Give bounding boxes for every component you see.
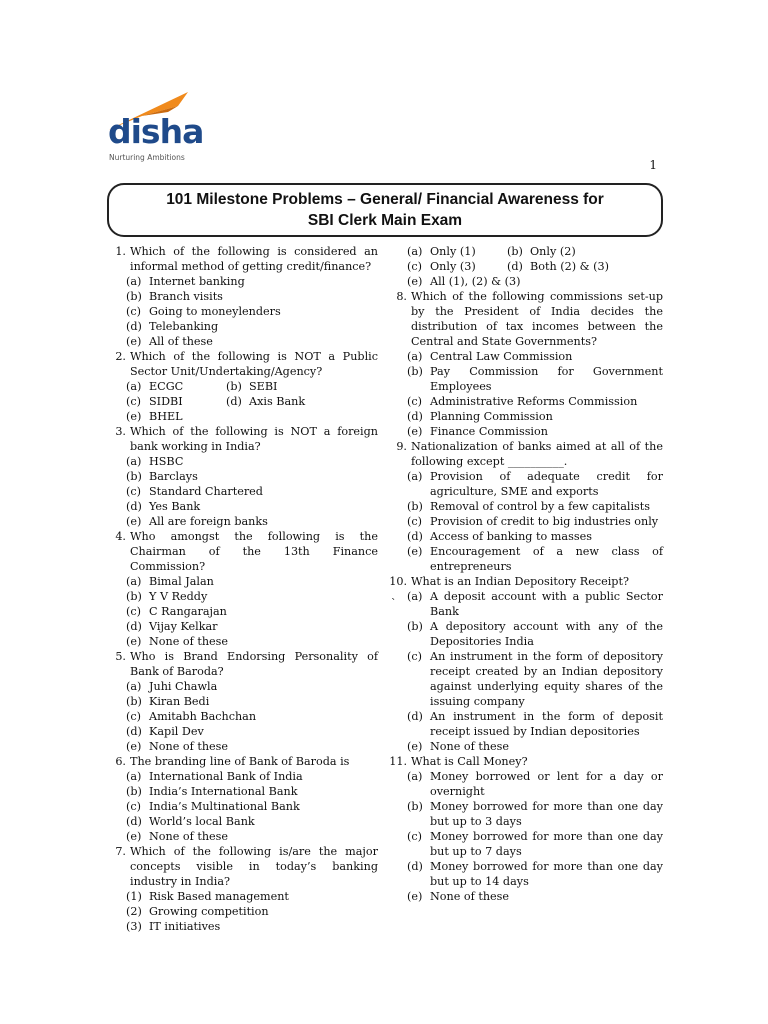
option-text: Pay Commission for Government Employees (430, 365, 663, 393)
question-number: 6. (115, 755, 126, 768)
option-text: Money borrowed for more than one day but up to 14 days (430, 860, 663, 888)
disha-logo (108, 92, 228, 172)
question-stem (389, 439, 663, 469)
option (389, 499, 663, 514)
option (389, 274, 663, 289)
option-label: (d) (126, 320, 142, 333)
option (389, 394, 663, 409)
option (108, 709, 378, 724)
option-label: (e) (126, 515, 142, 528)
option (407, 244, 507, 259)
option-label: (a) (126, 770, 142, 783)
question-number: 10. (389, 575, 407, 588)
option-label: (d) (126, 620, 142, 633)
option-text: None of these (149, 830, 229, 843)
option-text: Administrative Reforms Commission (430, 395, 638, 408)
option-label: (b) (126, 590, 142, 603)
option-label: (e) (126, 635, 142, 648)
option (108, 514, 378, 529)
option-label: (b) (407, 800, 423, 813)
question-block (389, 244, 663, 289)
option-label: (a) (126, 575, 142, 588)
option-label: (b) (126, 695, 142, 708)
option-label: (d) (226, 395, 242, 408)
question-stem (389, 574, 663, 589)
option-text: Planning Commission (430, 410, 553, 423)
question-number: 1. (115, 245, 126, 258)
question-stem (108, 349, 378, 379)
option-label: (c) (126, 605, 141, 618)
option (108, 574, 378, 589)
option-text: Barclays (149, 470, 198, 483)
option (108, 589, 378, 604)
option-text: World’s local Bank (149, 815, 255, 828)
title-box (107, 183, 663, 237)
option-text: A deposit account with a public Sector Bank (430, 590, 663, 618)
option-text: India’s International Bank (149, 785, 298, 798)
option-text: None of these (149, 635, 229, 648)
question-number: 8. (396, 290, 407, 303)
question-block (108, 349, 378, 424)
option (108, 499, 378, 514)
option-text: Yes Bank (149, 500, 201, 513)
option-text: Axis Bank (249, 395, 306, 408)
option-text: BHEL (149, 410, 183, 423)
option-text: Provision of credit to big industries only (430, 515, 659, 528)
option (108, 469, 378, 484)
option (108, 274, 378, 289)
option-text: An instrument in the form of deposit receipt issued by Indian depositories (430, 710, 663, 738)
option-text: India’s Multinational Bank (149, 800, 300, 813)
option-label: (b) (407, 365, 423, 378)
option-label: (2) (126, 905, 142, 918)
option (108, 604, 378, 619)
question-text: What is an Indian Depository Receipt? (411, 575, 629, 588)
option-pair-row (389, 244, 663, 259)
option-label: (b) (226, 380, 242, 393)
option-label: (b) (407, 620, 423, 633)
option-label: (c) (407, 650, 422, 663)
option (389, 409, 663, 424)
question-stem (108, 844, 378, 889)
option-label: (e) (126, 740, 142, 753)
question-text: What is Call Money? (411, 755, 528, 768)
logo-brand: disha (108, 112, 204, 151)
option-label: (c) (126, 395, 141, 408)
option-text: All (1), (2) & (3) (430, 275, 521, 288)
logo-tagline: Nurturing Ambitions (109, 153, 185, 162)
option (108, 739, 378, 754)
option (389, 649, 663, 709)
option-label: (c) (126, 485, 141, 498)
option (108, 679, 378, 694)
option-text: Money borrowed for more than one day but up to 3 days (430, 800, 663, 828)
question-number: 7. (115, 845, 126, 858)
option-text: Encouragement of a new class of entrepreneurs (430, 545, 663, 573)
option-text: Only (1) (430, 245, 476, 258)
option-text: Only (2) (530, 245, 576, 258)
question-block (389, 439, 663, 574)
option (507, 259, 627, 274)
option-text: Internet banking (149, 275, 245, 288)
option (108, 319, 378, 334)
option-label: (1) (126, 890, 142, 903)
option (108, 814, 378, 829)
option-text: Provision of adequate credit for agriculture, SME and exports (430, 470, 663, 498)
option (389, 619, 663, 649)
option (389, 589, 663, 619)
option-label: (a) (126, 680, 142, 693)
title-line-2: SBI Clerk Main Exam (307, 212, 463, 229)
option-label: (b) (126, 785, 142, 798)
option-label: (c) (407, 830, 422, 843)
question-block (108, 529, 378, 649)
option (389, 544, 663, 574)
option (389, 514, 663, 529)
option (126, 379, 226, 394)
option (226, 379, 346, 394)
option (108, 409, 378, 424)
question-stem (108, 649, 378, 679)
option-text: Bimal Jalan (149, 575, 214, 588)
question-block (108, 844, 378, 934)
option-pair-row (389, 259, 663, 274)
option-text: Risk Based management (149, 890, 289, 903)
option-text: Going to moneylenders (149, 305, 281, 318)
option-label: (d) (507, 260, 523, 273)
question-number: 2. (115, 350, 126, 363)
option (108, 829, 378, 844)
question-block (389, 289, 663, 439)
option (389, 739, 663, 754)
option-label: (a) (407, 770, 423, 783)
option (108, 484, 378, 499)
question-text: Which of the following is NOT a foreign bank working in India? (130, 425, 378, 453)
option-text: ECGC (149, 380, 184, 393)
question-number: 5. (115, 650, 126, 663)
option-label: (e) (126, 335, 142, 348)
option-text: Telebanking (149, 320, 219, 333)
option (389, 859, 663, 889)
option-text: Growing competition (149, 905, 269, 918)
option-text: International Bank of India (149, 770, 303, 783)
option-label: (e) (407, 545, 423, 558)
option-label: (e) (126, 830, 142, 843)
option-label: (e) (407, 740, 423, 753)
option-label: (a) (407, 245, 423, 258)
option-pair-row (108, 379, 378, 394)
option-label: (a) (126, 455, 142, 468)
option-text: Both (2) & (3) (530, 260, 609, 273)
option (108, 454, 378, 469)
option (108, 724, 378, 739)
option-label: (d) (407, 710, 423, 723)
option (389, 364, 663, 394)
option-text: Finance Commission (430, 425, 548, 438)
option-text: A depository account with any of the Depositories India (430, 620, 663, 648)
option (389, 769, 663, 799)
option-text: Access of banking to masses (430, 530, 592, 543)
option-text: SIDBI (149, 395, 183, 408)
option-label: (e) (407, 275, 423, 288)
question-number: 9. (396, 440, 407, 453)
option-text: Kiran Bedi (149, 695, 210, 708)
option-label: (c) (126, 710, 141, 723)
option-label: (d) (126, 725, 142, 738)
option-pair-row (108, 394, 378, 409)
option-text: SEBI (249, 380, 278, 393)
question-block (389, 574, 663, 754)
option (389, 424, 663, 439)
option-text: All are foreign banks (149, 515, 268, 528)
question-block (108, 244, 378, 349)
option-text: C Rangarajan (149, 605, 227, 618)
option-label: (c) (407, 395, 422, 408)
option-text: Only (3) (430, 260, 476, 273)
option (108, 619, 378, 634)
option-text: Branch visits (149, 290, 223, 303)
option-label: (a) (126, 380, 142, 393)
option-label: (b) (126, 470, 142, 483)
option (389, 349, 663, 364)
question-number: 11. (389, 755, 407, 768)
option-text: Vijay Kelkar (149, 620, 218, 633)
option-label: (d) (407, 410, 423, 423)
option (108, 289, 378, 304)
option-label: (3) (126, 920, 142, 933)
question-stem (389, 754, 663, 769)
question-stem (108, 754, 378, 769)
question-stem (108, 529, 378, 574)
option (389, 709, 663, 739)
option-label: (a) (126, 275, 142, 288)
option (389, 889, 663, 904)
question-stem (108, 244, 378, 274)
option-label: (e) (407, 425, 423, 438)
question-text: Which of the following commissions set-up by the President of India decides the distribution of tax incomes between the Central and State Governments? (411, 290, 663, 348)
question-text: Who amongst the following is the Chairman of the 13th Finance Commission? (130, 530, 378, 573)
option-label: (d) (126, 500, 142, 513)
option-label: (c) (126, 305, 141, 318)
question-stem (108, 424, 378, 454)
option-label: (d) (126, 815, 142, 828)
option (108, 769, 378, 784)
option (389, 469, 663, 499)
option-text: Amitabh Bachchan (149, 710, 257, 723)
option (407, 259, 507, 274)
option (108, 889, 378, 904)
option-text: Kapil Dev (149, 725, 204, 738)
question-block (108, 649, 378, 754)
option-text: An instrument in the form of depository receipt created by an Indian depository against underlying equity shares of the issuing company (430, 650, 663, 708)
option-text: Y V Reddy (149, 590, 208, 603)
option-label: (a) (407, 590, 423, 603)
option-label: (b) (126, 290, 142, 303)
option (389, 799, 663, 829)
option-text: None of these (430, 740, 510, 753)
option (226, 394, 346, 409)
option (389, 529, 663, 544)
title-line-1: 101 Milestone Problems – General/ Financial Awareness for (166, 191, 604, 208)
question-text: Which of the following is/are the major concepts visible in today’s banking industry in India? (130, 845, 378, 888)
option (108, 784, 378, 799)
option-label: (e) (407, 890, 423, 903)
option-text: Juhi Chawla (149, 680, 218, 693)
option-label: (a) (407, 350, 423, 363)
option (108, 634, 378, 649)
option-text: None of these (430, 890, 510, 903)
option-text: Money borrowed for more than one day but up to 7 days (430, 830, 663, 858)
option (108, 904, 378, 919)
option-text: None of these (149, 740, 229, 753)
stray-mark: ` (391, 597, 397, 610)
option-text: Central Law Commission (430, 350, 573, 363)
option-label: (e) (126, 410, 142, 423)
left-question-column (108, 244, 378, 934)
question-text: Nationalization of banks aimed at all of the following except __________. (411, 440, 663, 468)
option-label: (a) (407, 470, 423, 483)
question-text: The branding line of Bank of Baroda is (130, 755, 350, 768)
option-text: All of these (149, 335, 213, 348)
option-text: Money borrowed or lent for a day or overnight (430, 770, 663, 798)
question-stem (389, 289, 663, 349)
option-label: (d) (407, 530, 423, 543)
page-number: 1 (649, 158, 657, 172)
option-text: IT initiatives (149, 920, 221, 933)
question-text: Who is Brand Endorsing Personality of Bank of Baroda? (130, 650, 378, 678)
question-number: 3. (115, 425, 126, 438)
option (108, 334, 378, 349)
option (108, 694, 378, 709)
option (108, 304, 378, 319)
option-text: Removal of control by a few capitalists (430, 500, 650, 513)
question-block (108, 754, 378, 844)
option-label: (c) (407, 260, 422, 273)
question-text: Which of the following is NOT a Public Sector Unit/Undertaking/Agency? (130, 350, 378, 378)
option (108, 919, 378, 934)
option (108, 799, 378, 814)
option-label: (b) (507, 245, 523, 258)
option-label: (d) (407, 860, 423, 873)
option-label: (b) (407, 500, 423, 513)
option (126, 394, 226, 409)
right-question-column (389, 244, 663, 904)
question-number: 4. (115, 530, 126, 543)
option (389, 829, 663, 859)
question-block (389, 754, 663, 904)
option-text: Standard Chartered (149, 485, 263, 498)
question-text: Which of the following is considered an informal method of getting credit/finance? (130, 245, 378, 273)
option-label: (c) (126, 800, 141, 813)
option (507, 244, 627, 259)
option-text: HSBC (149, 455, 184, 468)
question-block (108, 424, 378, 529)
option-label: (c) (407, 515, 422, 528)
